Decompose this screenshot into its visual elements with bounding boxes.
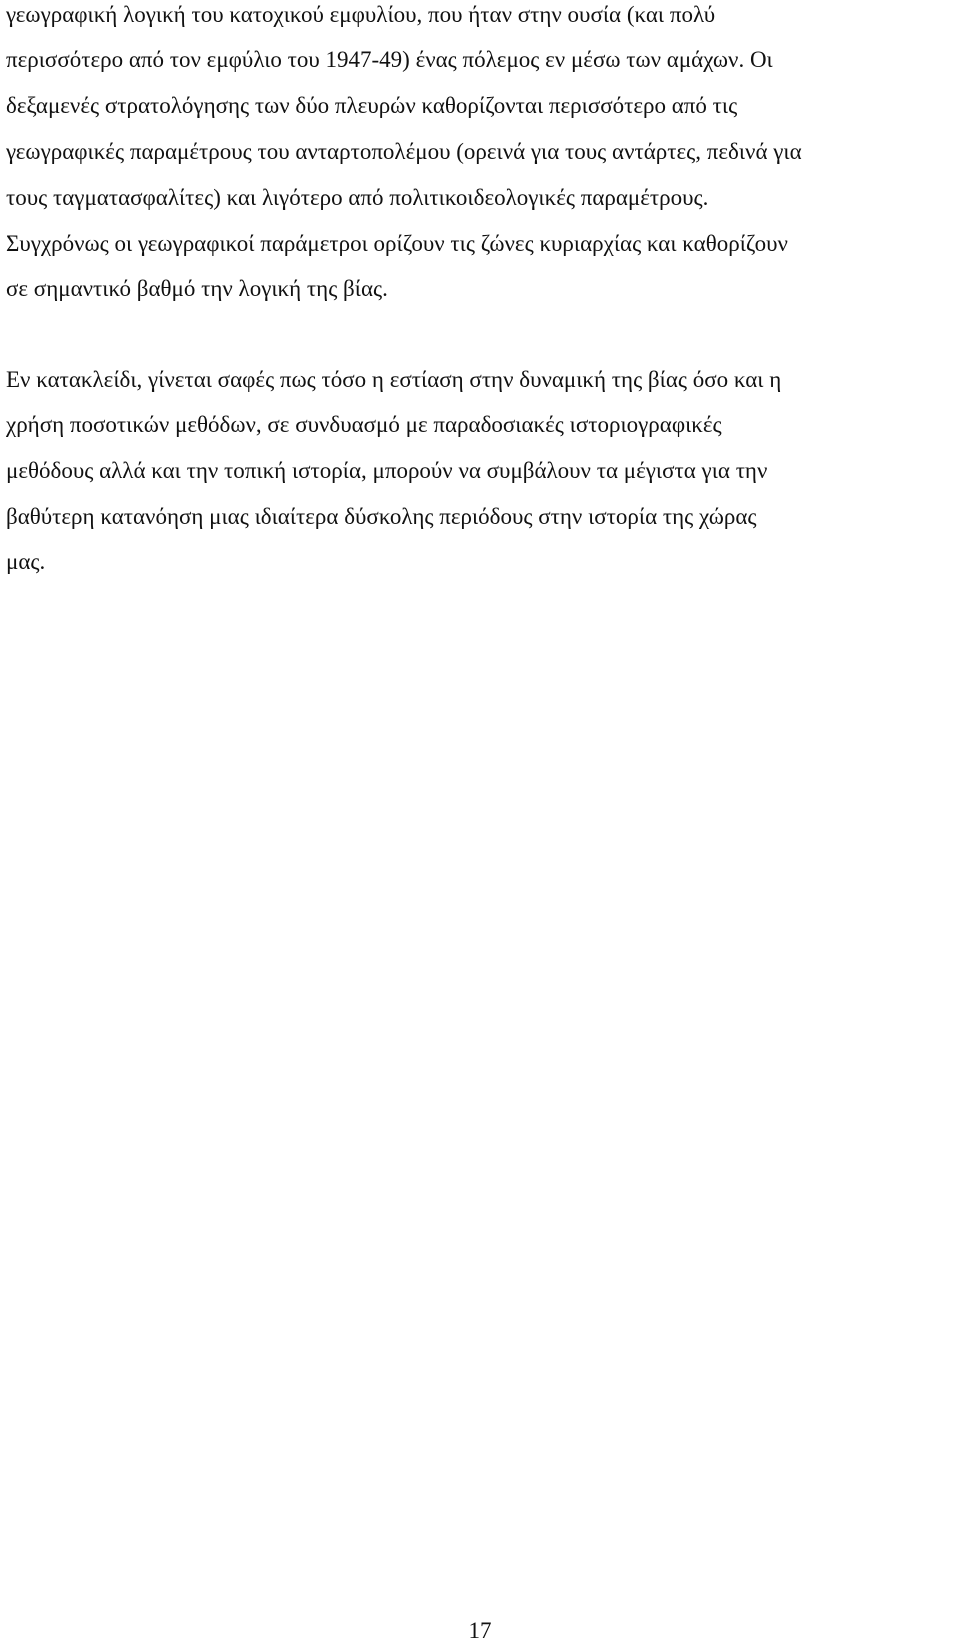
paragraph-line: βαθύτερη κατανόηση μιας ιδιαίτερα δύσκολης περιόδους στην ιστορία της χώρας xyxy=(6,504,757,529)
paragraph-line: σε σημαντικό βαθμό την λογική της βίας. xyxy=(6,276,388,301)
paragraph-line: περισσότερο από τον εμφύλιο του 1947-49) ένας πόλεμος εν μέσω των αμάχων. Οι xyxy=(6,47,773,72)
paragraph-line: τους ταγματασφαλίτες) και λιγότερο από πολιτικοιδεολογικές παραμέτρους. xyxy=(6,185,709,210)
paragraph-line: Εν κατακλείδι, γίνεται σαφές πως τόσο η εστίαση στην δυναμική της βίας όσο και η xyxy=(6,367,782,392)
paragraph-line: μεθόδους αλλά και την τοπική ιστορία, μπορούν να συμβάλουν τα μέγιστα για την xyxy=(6,458,768,483)
paragraph-line: Συγχρόνως οι γεωγραφικοί παράμετροι ορίζουν τις ζώνες κυριαρχίας και καθορίζουν xyxy=(6,231,788,256)
paragraph-line: χρήση ποσοτικών μεθόδων, σε συνδυασμό με παραδοσιακές ιστοριογραφικές xyxy=(6,412,722,437)
paragraph-line: γεωγραφική λογική του κατοχικού εμφυλίου, που ήταν στην ουσία (και πολύ xyxy=(6,2,716,27)
paragraph-line: μας. xyxy=(6,549,46,574)
paragraph-line: δεξαμενές στρατολόγησης των δύο πλευρών καθορίζονται περισσότερο από τις xyxy=(6,93,738,118)
page-number: 17 xyxy=(468,1618,492,1643)
paragraph-line: γεωγραφικές παραμέτρους του ανταρτοπολέμου (ορεινά για τους αντάρτες, πεδινά για xyxy=(6,139,802,164)
